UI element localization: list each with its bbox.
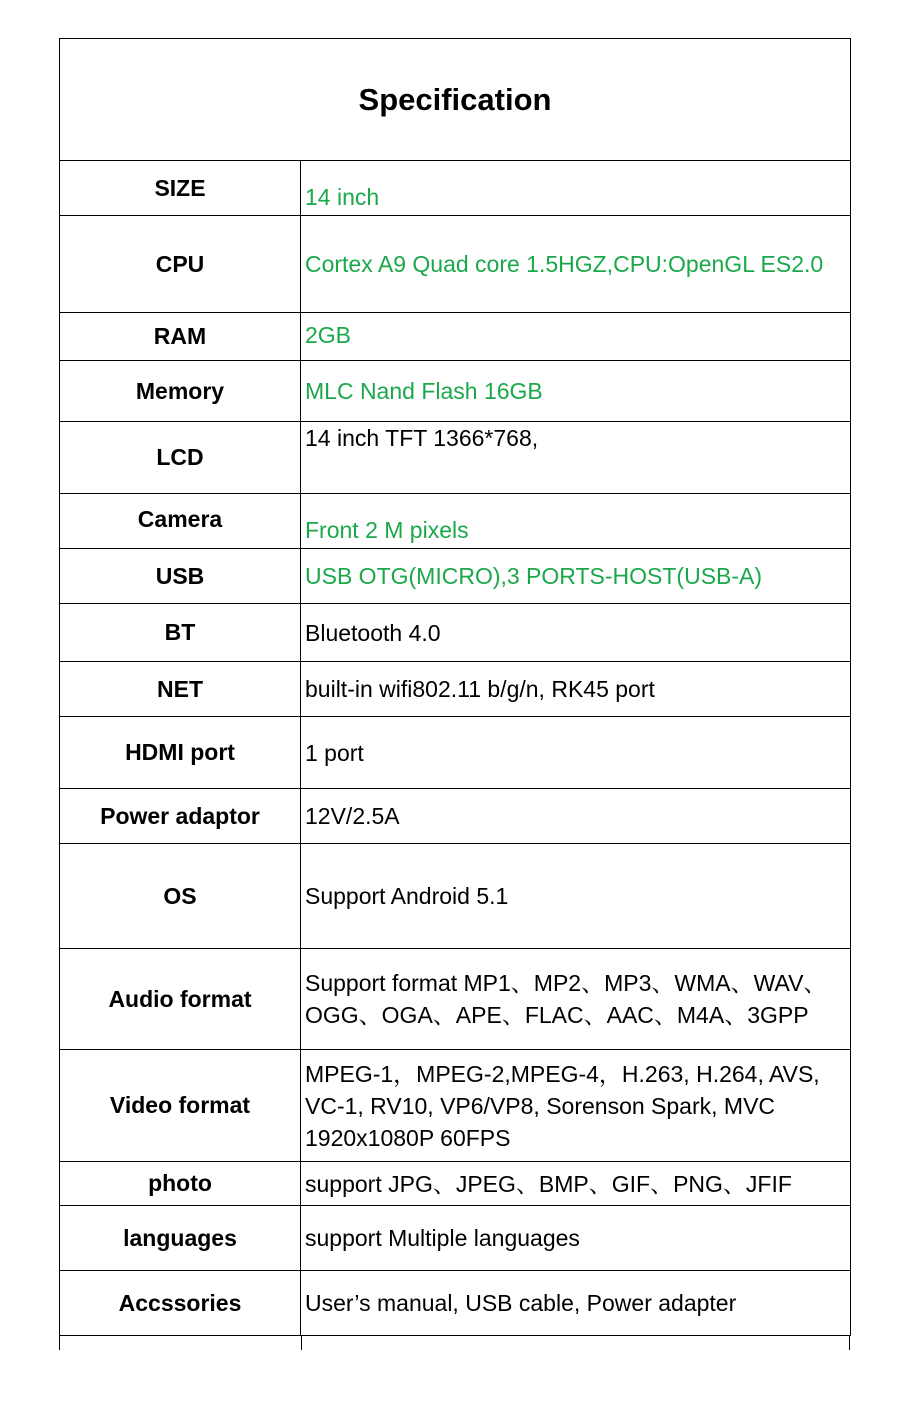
table-row bbox=[60, 1162, 851, 1206]
spec-label-video: Video format bbox=[60, 1050, 301, 1162]
spec-value-video: MPEG-1，MPEG-2,MPEG-4，H.263, H.264, AVS, VC-1, RV10, VP6/VP8, Sorenson Spark, MVC 1920x1080P 60FPS bbox=[301, 1050, 851, 1162]
table-row bbox=[60, 216, 851, 313]
table-row bbox=[60, 949, 851, 1050]
spec-value-bt: Bluetooth 4.0 bbox=[301, 604, 851, 662]
spec-label-memory: Memory bbox=[60, 361, 301, 422]
spec-label-net: NET bbox=[60, 662, 301, 717]
spec-label-lcd: LCD bbox=[60, 422, 301, 494]
table-row bbox=[60, 361, 851, 422]
spec-label-size: SIZE bbox=[60, 161, 301, 216]
spec-value-lcd: 14 inch TFT 1366*768, bbox=[301, 422, 851, 494]
title-row bbox=[60, 39, 851, 161]
table-row bbox=[60, 494, 851, 549]
table-row bbox=[60, 313, 851, 361]
spec-label-power: Power adaptor bbox=[60, 789, 301, 844]
spec-value-cpu: Cortex A9 Quad core 1.5HGZ,CPU:OpenGL ES2.0 bbox=[301, 216, 851, 313]
spec-label-camera: Camera bbox=[60, 494, 301, 549]
spec-value-power: 12V/2.5A bbox=[301, 789, 851, 844]
table-row bbox=[60, 1206, 851, 1271]
spec-label-photo: photo bbox=[60, 1162, 301, 1206]
spec-label-os: OS bbox=[60, 844, 301, 949]
table-row bbox=[60, 1271, 851, 1336]
spec-value-size: 14 inch bbox=[301, 161, 851, 216]
spec-label-accessories: Accssories bbox=[60, 1271, 301, 1336]
spec-value-net: built-in wifi802.11 b/g/n, RK45 port bbox=[301, 662, 851, 717]
spec-label-usb: USB bbox=[60, 549, 301, 604]
spec-value-languages: support Multiple languages bbox=[301, 1206, 851, 1271]
spec-value-memory: MLC Nand Flash 16GB bbox=[301, 361, 851, 422]
spec-value-usb: USB OTG(MICRO),3 PORTS-HOST(USB-A) bbox=[301, 549, 851, 604]
spec-value-ram: 2GB bbox=[301, 313, 851, 361]
spec-label-bt: BT bbox=[60, 604, 301, 662]
table-row bbox=[60, 604, 851, 662]
table-row bbox=[60, 549, 851, 604]
table-row bbox=[60, 1050, 851, 1162]
table-row bbox=[60, 422, 851, 494]
spec-label-languages: languages bbox=[60, 1206, 301, 1271]
spec-label-cpu: CPU bbox=[60, 216, 301, 313]
spec-value-audio: Support format MP1、MP2、MP3、WMA、WAV、OGG、OGA、APE、FLAC、AAC、M4A、3GPP bbox=[301, 949, 851, 1050]
spec-value-os: Support Android 5.1 bbox=[301, 844, 851, 949]
spec-label-hdmi: HDMI port bbox=[60, 717, 301, 789]
spec-label-ram: RAM bbox=[60, 313, 301, 361]
spec-value-camera: Front 2 M pixels bbox=[301, 494, 851, 549]
spec-label-audio: Audio format bbox=[60, 949, 301, 1050]
specification-table bbox=[59, 38, 851, 1336]
table-column-divider bbox=[301, 1336, 302, 1350]
spec-value-hdmi: 1 port bbox=[301, 717, 851, 789]
table-row bbox=[60, 662, 851, 717]
table-row bbox=[60, 844, 851, 949]
table-row bbox=[60, 717, 851, 789]
table-row bbox=[60, 161, 851, 216]
table-bottom-edge bbox=[59, 1336, 850, 1350]
page-title: Specification bbox=[60, 39, 851, 161]
spec-value-photo: support JPG、JPEG、BMP、GIF、PNG、JFIF bbox=[301, 1162, 851, 1206]
spec-value-accessories: User’s manual, USB cable, Power adapter bbox=[301, 1271, 851, 1336]
table-row bbox=[60, 789, 851, 844]
